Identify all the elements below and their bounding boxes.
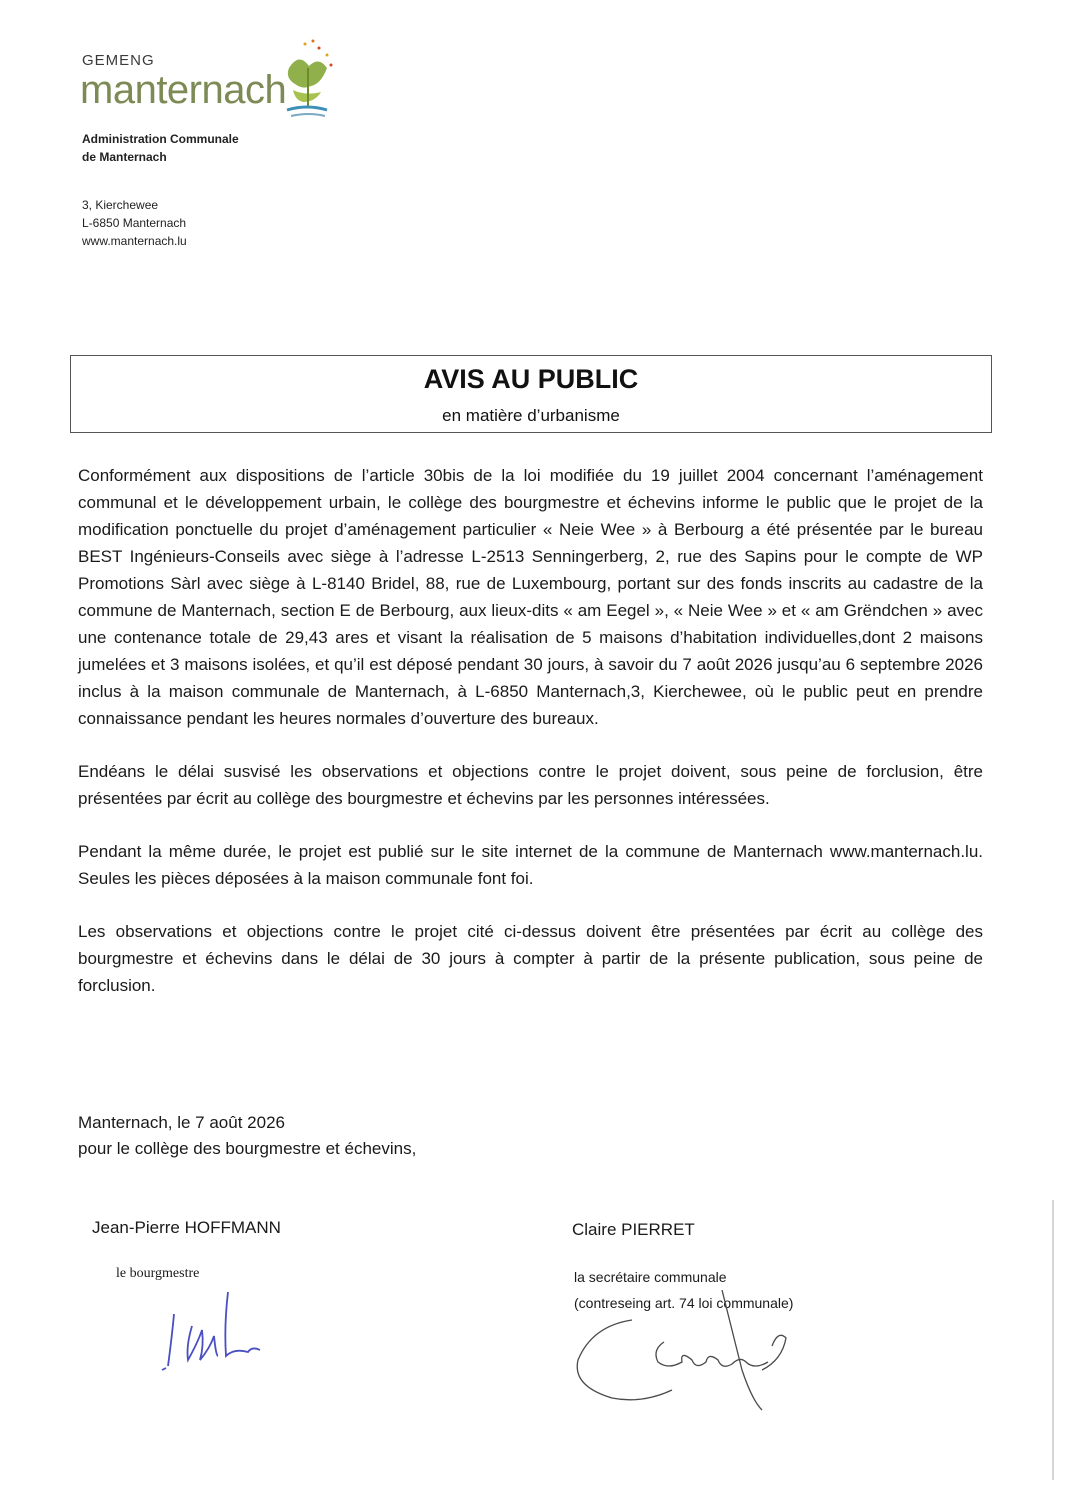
logo-manternach: manternach [80, 68, 287, 112]
commune-logo [80, 38, 350, 128]
secretary-signature-icon [572, 1290, 812, 1420]
org-name-line1: Administration Communale [82, 132, 239, 146]
notice-title: AVIS AU PUBLIC [423, 364, 639, 394]
scan-edge-line [1052, 1200, 1054, 1480]
notice-subtitle: en matière d’urbanisme [442, 406, 620, 425]
sender-address [82, 130, 239, 250]
notice-title-box [70, 355, 992, 433]
paragraph-deadline: Les observations et objections contre le projet cité ci-dessus doivent être présentées par écrit au collège des bourgmestre et échevins dans le délai de 30 jours à compter à partir de la présente publication, sous peine de forclusion. [78, 922, 983, 995]
secretary-role: la secrétaire communale [574, 1269, 727, 1285]
secretary-name: Claire PIERRET [572, 1220, 695, 1239]
paragraph-objections: Endéans le délai susvisé les observations et objections contre le projet doivent, sous peine de forclusion, être présentées par écrit au collège des bourgmestre et échevins par les personnes intéressées. [78, 762, 983, 808]
mayor-name: Jean-Pierre HOFFMANN [92, 1218, 281, 1237]
leaf-emblem-icon [275, 38, 345, 123]
mayor-signature-icon [152, 1286, 272, 1376]
address-city: L-6850 Manternach [82, 216, 187, 230]
paragraph-deposit: Conformément aux dispositions de l’article 30bis de la loi modifiée du 19 juillet 2004 concernant l’aménagement communal et le développement urbain, le collège des bourgmestre et échevins informe le public que le projet de la modification ponctuelle du projet d’aménagement particulier « Neie Wee » à Berbourg a été présentée par le bureau BEST Ingénieurs-Conseils avec siège à l’adresse L-2513 Senningerberg, 2, rue des Sapins pour le compte de WP Promotions Sàrl avec siège à L-8140 Bridel, 88, rue de Luxembourg, portant sur des fonds inscrits au cadastre de la commune de Manternach, section E de Berbourg, aux lieux-dits « am Eegel », « Neie Wee » et « am Grëndchen » avec une contenance totale de 29,43 ares et visant la réalisation de 5 maisons d’habitation individuelles,dont 2 maisons jumelées et 3 maisons isolées, et qu’il est déposé pendant 30 jours, à savoir du 7 août 2026 jusqu’au 6 septembre 2026 inclus à la maison communale de Manternach, à L-6850 Manternach,3, Kierchewee, où le public peut en prendre connaissance pendant les heures normales d’ouverture des bureaux. [78, 466, 983, 728]
place-date: Manternach, le 7 août 2026 [78, 1113, 285, 1132]
address-street: 3, Kierchewee [82, 198, 159, 212]
notice-body [78, 462, 983, 1025]
on-behalf-line: pour le collège des bourgmestre et échevins, [78, 1139, 417, 1158]
mayor-role: le bourgmestre [116, 1266, 200, 1281]
paragraph-publication: Pendant la même durée, le projet est publié sur le site internet de la commune de Manternach www.manternach.lu. Seules les pièces déposées à la maison communale font foi. [78, 842, 983, 888]
logo-gemeng: GEMENG [82, 52, 155, 69]
mayor-signature-block [92, 1218, 412, 1398]
org-name-line2: de Manternach [82, 150, 167, 164]
website: www.manternach.lu [82, 234, 187, 248]
secretary-signature-block [572, 1220, 872, 1420]
countersignature-note: (contreseing art. 74 loi communale) [574, 1295, 794, 1311]
closing-block [78, 1110, 416, 1162]
